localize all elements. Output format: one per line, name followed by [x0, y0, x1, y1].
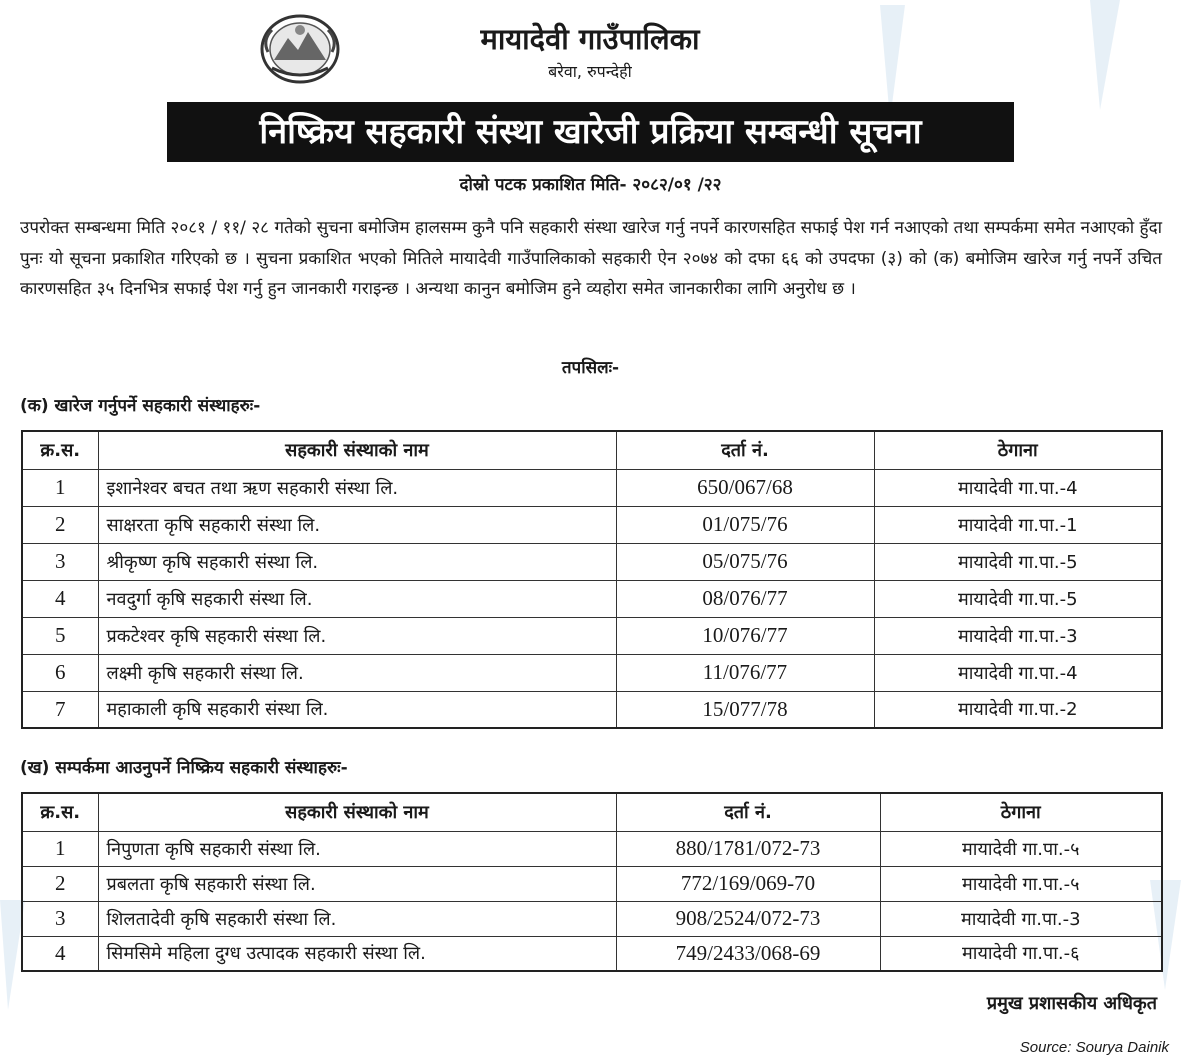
- row-address: मायादेवी गा.पा.-६: [880, 936, 1162, 971]
- row-serial: 7: [22, 691, 98, 728]
- row-address: मायादेवी गा.पा.-५: [880, 866, 1162, 901]
- notice-title: निष्क्रिय सहकारी संस्था खारेजी प्रक्रिया सम्बन्धी सूचना: [167, 102, 1014, 162]
- row-serial: 1: [22, 469, 98, 506]
- column-header-registration: दर्ता नं.: [616, 793, 880, 831]
- nepal-government-emblem-icon: [258, 12, 342, 86]
- row-name: शिलतादेवी कृषि सहकारी संस्था लि.: [98, 901, 616, 936]
- row-name: प्रबलता कृषि सहकारी संस्था लि.: [98, 866, 616, 901]
- row-address: मायादेवी गा.पा.-५: [880, 831, 1162, 866]
- table-row: [22, 936, 1162, 971]
- table-header-row: [22, 431, 1162, 469]
- row-address: मायादेवी गा.पा.-1: [874, 506, 1162, 543]
- section-b-table: [21, 792, 1163, 972]
- row-name: महाकाली कृषि सहकारी संस्था लि.: [98, 691, 616, 728]
- table-row: [22, 580, 1162, 617]
- row-name: लक्ष्मी कृषि सहकारी संस्था लि.: [98, 654, 616, 691]
- row-serial: 6: [22, 654, 98, 691]
- row-serial: 4: [22, 580, 98, 617]
- row-address: मायादेवी गा.पा.-3: [874, 617, 1162, 654]
- row-registration: 908/2524/072-73: [616, 901, 880, 936]
- organization-name: मायादेवी गाउँपालिका: [480, 22, 700, 56]
- row-name: सिमसिमे महिला दुग्ध उत्पादक सहकारी संस्था लि.: [98, 936, 616, 971]
- row-registration: 15/077/78: [616, 691, 874, 728]
- row-serial: 3: [22, 543, 98, 580]
- table-header-row: [22, 793, 1162, 831]
- row-serial: 5: [22, 617, 98, 654]
- row-name: प्रकटेश्वर कृषि सहकारी संस्था लि.: [98, 617, 616, 654]
- row-address: मायादेवी गा.पा.-4: [874, 469, 1162, 506]
- row-registration: 05/075/76: [616, 543, 874, 580]
- section-a-heading: (क) खारेज गर्नुपर्ने सहकारी संस्थाहरुः-: [20, 396, 261, 416]
- row-address: मायादेवी गा.पा.-3: [880, 901, 1162, 936]
- table-row: [22, 831, 1162, 866]
- row-name: श्रीकृष्ण कृषि सहकारी संस्था लि.: [98, 543, 616, 580]
- source-credit: Source: Sourya Dainik: [1019, 1039, 1169, 1056]
- notice-header: [0, 0, 1181, 100]
- row-serial: 2: [22, 866, 98, 901]
- row-registration: 772/169/069-70: [616, 866, 880, 901]
- column-header-name: सहकारी संस्थाको नाम: [98, 793, 616, 831]
- row-registration: 650/067/68: [616, 469, 874, 506]
- section-a-table: [21, 430, 1163, 729]
- row-address: मायादेवी गा.पा.-2: [874, 691, 1162, 728]
- signatory-title: प्रमुख प्रशासकीय अधिकृत: [986, 993, 1157, 1014]
- table-row: [22, 901, 1162, 936]
- publication-date: दोस्रो पटक प्रकाशित मिति- २०८२/०१ /२२: [459, 175, 722, 195]
- column-header-serial: क्र.स.: [22, 431, 98, 469]
- row-serial: 4: [22, 936, 98, 971]
- column-header-address: ठेगाना: [874, 431, 1162, 469]
- column-header-registration: दर्ता नं.: [616, 431, 874, 469]
- table-row: [22, 654, 1162, 691]
- section-b-heading: (ख) सम्पर्कमा आउनुपर्ने निष्क्रिय सहकारी संस्थाहरुः-: [20, 758, 348, 778]
- row-address: मायादेवी गा.पा.-5: [874, 543, 1162, 580]
- notice-body: उपरोक्त सम्बन्धमा मिति २०८१ / ११/ २८ गतेको सुचना बमोजिम हालसम्म कुनै पनि सहकारी संस्था खारेज गर्नु नपर्ने कारणसहित सफाई पेश गर्न नआएको तथा सम्पर्कमा समेत नआएको हुँदा पुनः यो सूचना प्रकाशित गरिएको छ । सुचना प्रकाशित भएको मितिले मायादेवी गाउँपालिकाको सहकारी ऐन २०७४ को दफा ६६ को उपदफा (३) को (क) बमोजिम खारेज गर्नु नपर्ने उचित कारणसहित ३५ दिनभित्र सफाई पेश गर्नु हुन जानकारी गराइन्छ । अन्यथा कानुन बमोजिम हुने व्यहोरा समेत जानकारीका लागि अनुरोध छ ।: [20, 218, 1162, 299]
- row-registration: 08/076/77: [616, 580, 874, 617]
- row-registration: 749/2433/068-69: [616, 936, 880, 971]
- table-row: [22, 469, 1162, 506]
- row-serial: 1: [22, 831, 98, 866]
- row-serial: 2: [22, 506, 98, 543]
- details-label: तपसिलः-: [561, 358, 620, 378]
- column-header-serial: क्र.स.: [22, 793, 98, 831]
- column-header-name: सहकारी संस्थाको नाम: [98, 431, 616, 469]
- column-header-address: ठेगाना: [880, 793, 1162, 831]
- table-row: [22, 506, 1162, 543]
- row-registration: 10/076/77: [616, 617, 874, 654]
- table-row: [22, 617, 1162, 654]
- row-registration: 01/075/76: [616, 506, 874, 543]
- table-row: [22, 691, 1162, 728]
- row-registration: 880/1781/072-73: [616, 831, 880, 866]
- table-row: [22, 543, 1162, 580]
- row-name: निपुणता कृषि सहकारी संस्था लि.: [98, 831, 616, 866]
- row-name: साक्षरता कृषि सहकारी संस्था लि.: [98, 506, 616, 543]
- table-row: [22, 866, 1162, 901]
- row-registration: 11/076/77: [616, 654, 874, 691]
- row-name: नवदुर्गा कृषि सहकारी संस्था लि.: [98, 580, 616, 617]
- row-serial: 3: [22, 901, 98, 936]
- row-address: मायादेवी गा.पा.-5: [874, 580, 1162, 617]
- row-address: मायादेवी गा.पा.-4: [874, 654, 1162, 691]
- organization-address: बरेवा, रुपन्देही: [548, 62, 632, 81]
- row-name: इशानेश्वर बचत तथा ऋण सहकारी संस्था लि.: [98, 469, 616, 506]
